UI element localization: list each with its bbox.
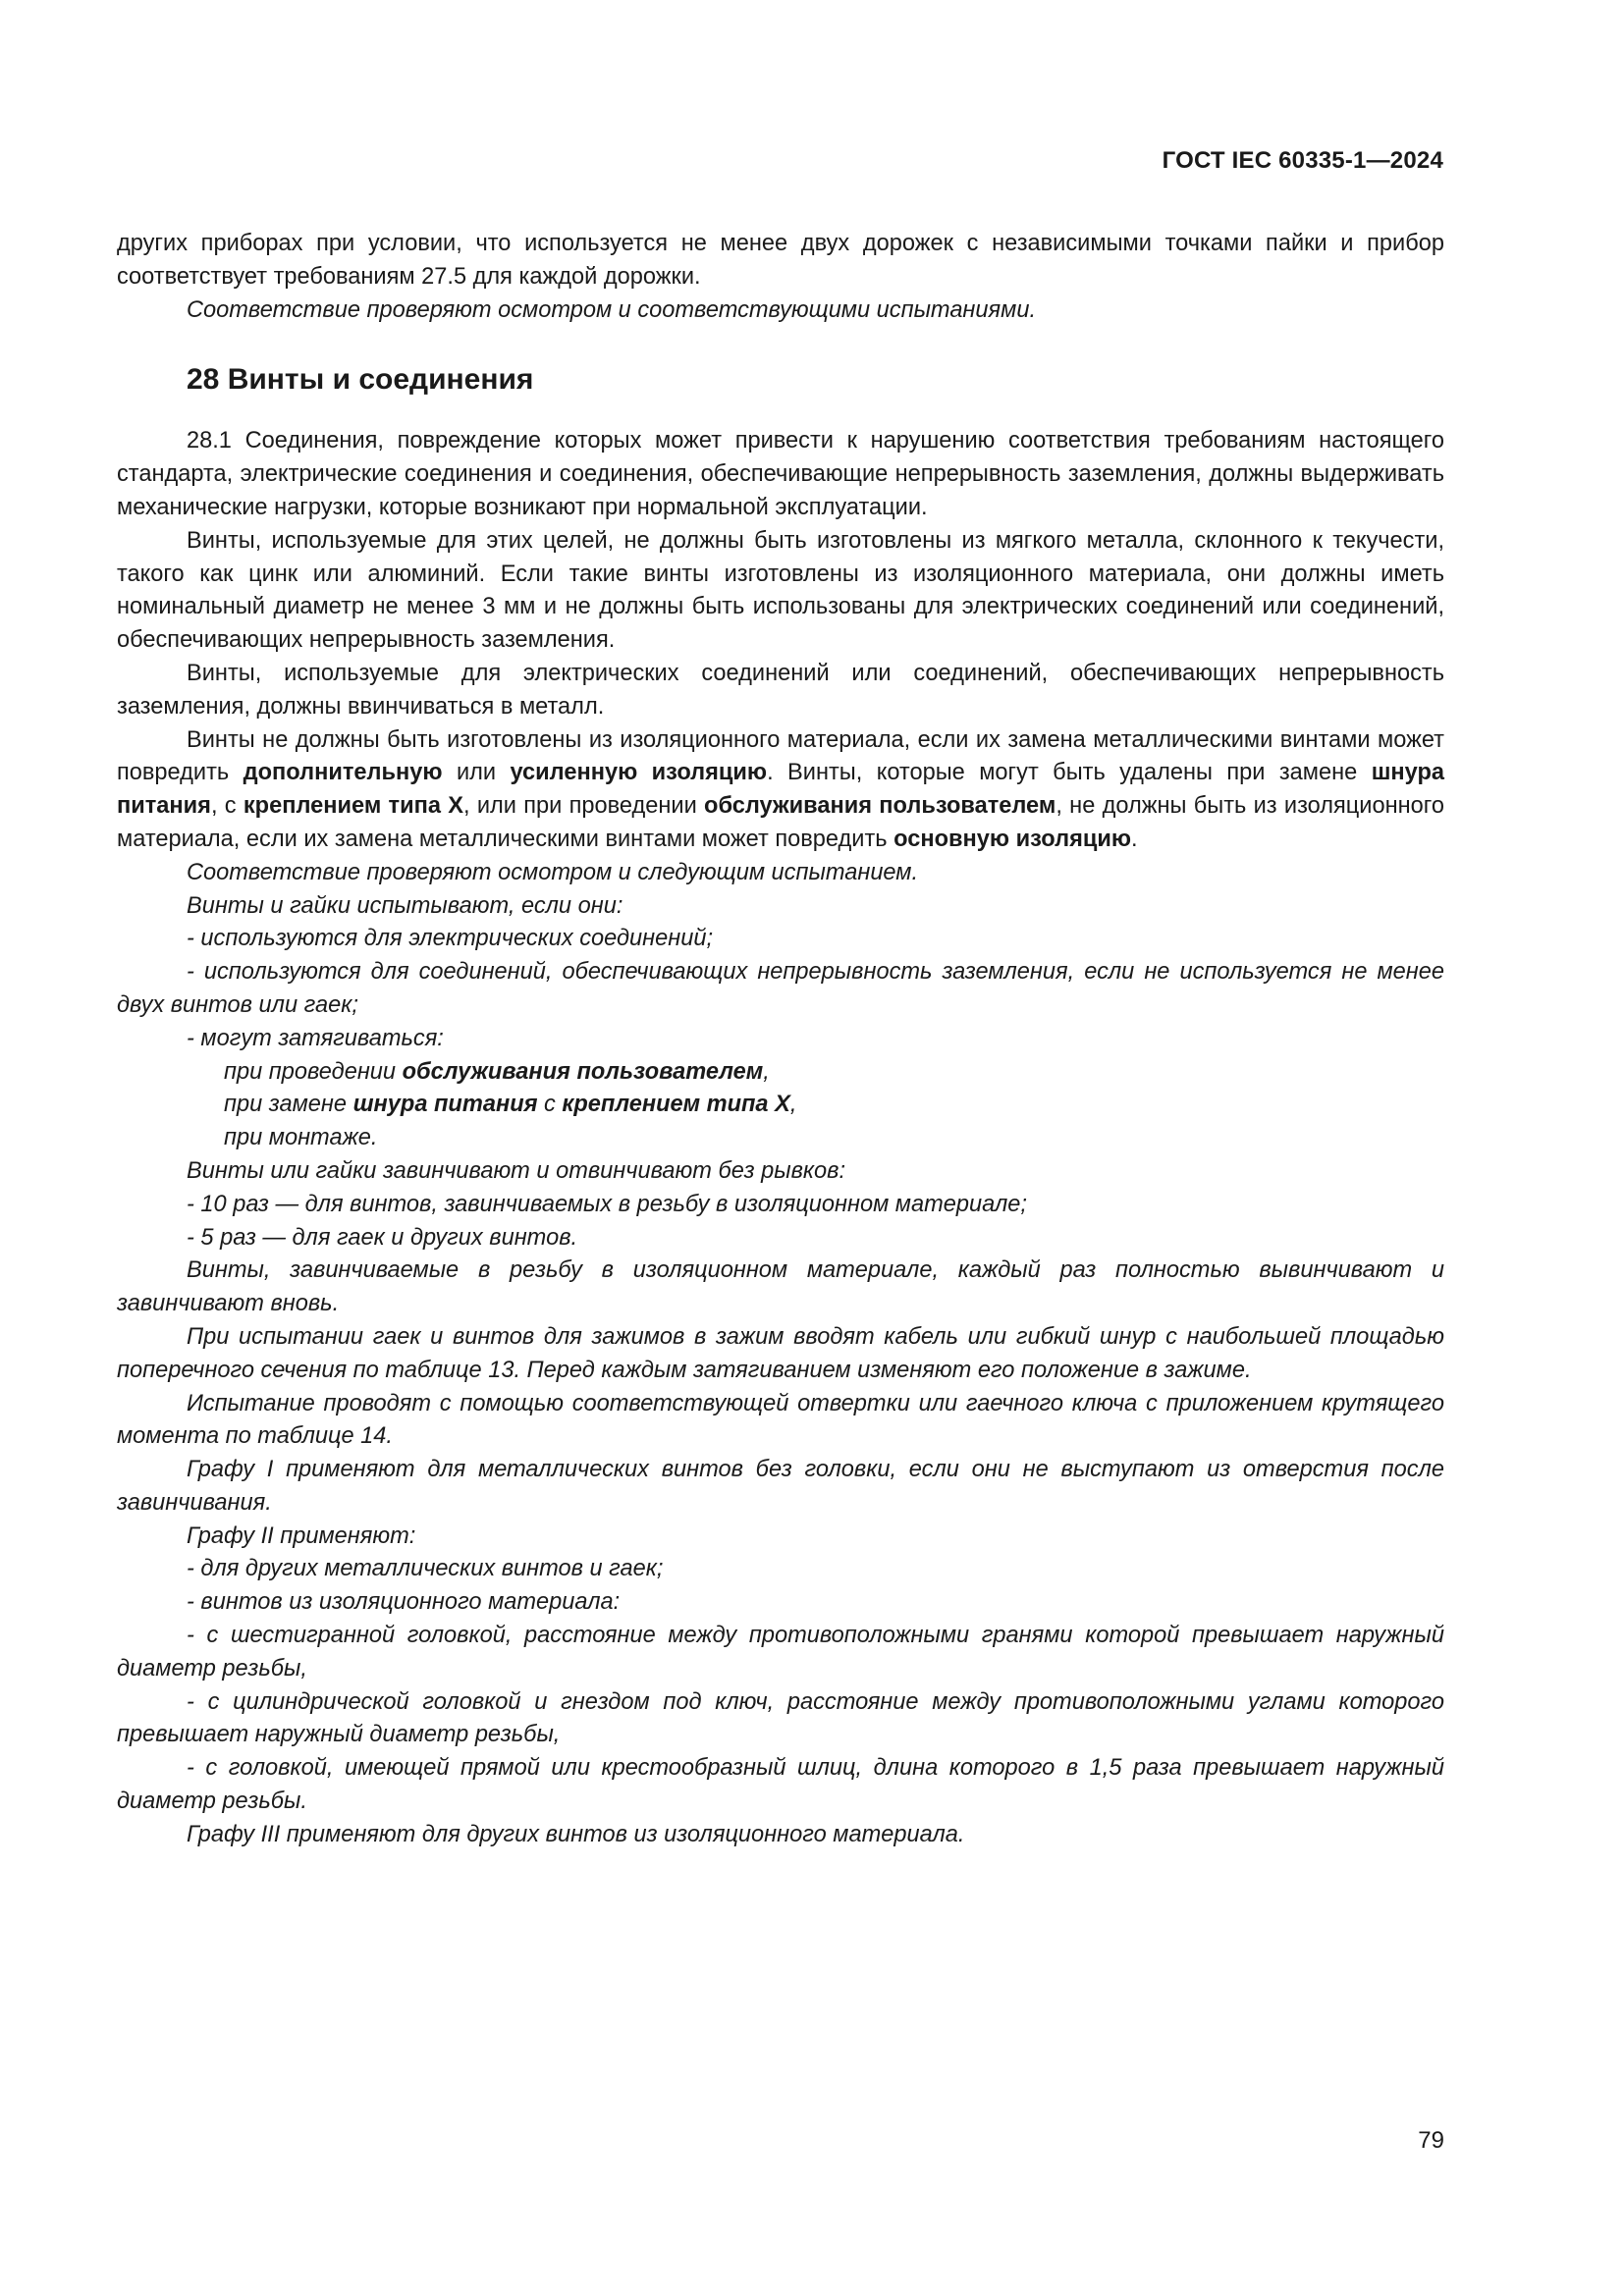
page-number: 79 [1418, 2127, 1444, 2154]
compliance-note: Винты, завинчиваемые в резьбу в изоляционном материале, каждый раз полностью вывинчивают и завинчивают вновь. [117, 1257, 1444, 1317]
text-run: при проведении [224, 1058, 403, 1085]
text-run: . Винты, которые могут быть удалены при замене [767, 760, 1372, 786]
defined-term: шнура питания [352, 1092, 538, 1118]
defined-term: основную изоляцию [893, 826, 1131, 852]
text-run: . [1131, 826, 1138, 852]
list-item: - с головкой, имеющей прямой или крестообразный шлиц, длина которого в 1,5 раза превышает наружный диаметр резьбы. [117, 1755, 1444, 1815]
list-item: - для других металлических винтов и гаек; [187, 1556, 664, 1582]
defined-term: обслуживания пользователем [402, 1058, 764, 1085]
list-item: - с шестигранной головкой, расстояние между противоположными гранями которой превышает наружный диаметр резьбы, [117, 1623, 1444, 1682]
list-item: - с цилиндрической головкой и гнездом под ключ, расстояние между противоположными углами которого превышает наружный диаметр резьбы, [117, 1688, 1444, 1748]
paragraph: Винты, используемые для электрических соединений или соединений, обеспечивающих непрерывность заземления, должны ввинчиваться в металл. [117, 660, 1444, 720]
sub-list-item [224, 1089, 1444, 1122]
paragraph: 28.1 Соединения, повреждение которых может привести к нарушению соответствия требованиям настоящего стандарта, электрические соединения и соединения, обеспечивающие непрерывность заземления, должны выдерживать механические нагрузки, которые возникают при нормальной эксплуатации. [117, 428, 1444, 520]
text-run: Винты не должны быть изготовлены из изоляционного материала, если их замена металлическими винтами может повредить [117, 726, 1444, 786]
compliance-note: Испытание проводят с помощью соответствующей отвертки или гаечного ключа с приложением крутящего момента по таблице 14. [117, 1390, 1444, 1450]
compliance-note: При испытании гаек и винтов для зажимов в зажим вводят кабель или гибкий шнур с наибольшей площадью поперечного сечения по таблице 13. Перед каждым затягиванием изменяют его положение в зажиме. [117, 1323, 1444, 1383]
section-heading: 28 Винты и соединения [187, 363, 534, 397]
list-item: - винтов из изоляционного материала: [187, 1589, 621, 1616]
document-header: ГОСТ IEC 60335-1—2024 [1162, 147, 1443, 174]
defined-term: креплением типа X [243, 793, 464, 820]
compliance-note: Графу III применяют для других винтов из изоляционного материала. [187, 1821, 965, 1847]
sub-list-item: при монтаже. [224, 1125, 378, 1151]
compliance-note: Графу II применяют: [187, 1522, 416, 1549]
list-item: - 5 раз — для гаек и других винтов. [187, 1224, 578, 1251]
list-item: - используются для соединений, обеспечивающих непрерывность заземления, если не используется не менее двух винтов или гаек; [117, 959, 1444, 1018]
compliance-note: Винты или гайки завинчивают и отвинчивают без рывков: [187, 1157, 846, 1184]
defined-term: усиленную изоляцию [510, 760, 768, 786]
defined-term: дополнительную [243, 760, 443, 786]
paragraph [117, 724, 1444, 857]
paragraph: других приборах при условии, что используется не менее двух дорожек с независимыми точками пайки и прибор соответствует требованиям 27.5 для каждой дорожки. [117, 231, 1444, 290]
paragraph: Винты, используемые для этих целей, не должны быть изготовлены из мягкого металла, склонного к текучести, такого как цинк или алюминий. Если такие винты изготовлены из изоляционного материала, они должны иметь номинальный диаметр не менее 3 мм и не должны быть использованы для электрических соединений или соединений, обеспечивающих непрерывность заземления. [117, 527, 1444, 654]
compliance-note: Соответствие проверяют осмотром и следующим испытанием. [187, 859, 919, 885]
text-run: при замене [224, 1092, 353, 1118]
list-item: - 10 раз — для винтов, завинчиваемых в резьбу в изоляционном материале; [187, 1191, 1027, 1217]
defined-term: шнура питания [117, 760, 1444, 820]
list-item: - могут затягиваться: [187, 1025, 444, 1051]
text-run: или [442, 760, 511, 786]
compliance-note: Винты и гайки испытывают, если они: [187, 892, 623, 919]
text-run: , или при проведении [463, 793, 705, 820]
defined-term: обслуживания пользователем [704, 793, 1056, 820]
page-content [117, 228, 1444, 1852]
text-run: с [537, 1092, 563, 1118]
sub-list-item [224, 1056, 1444, 1090]
text-run: , не должны быть из изоляционного материала, если их замена металлическими винтами может повредить [117, 793, 1444, 852]
compliance-note: Графу I применяют для металлических винтов без головки, если они не выступают из отверстия после завинчивания. [117, 1457, 1444, 1516]
text-run: , [789, 1092, 797, 1118]
compliance-note: Соответствие проверяют осмотром и соответствующими испытаниями. [187, 296, 1036, 323]
text-run: , [763, 1058, 770, 1085]
defined-term: креплением типа X [562, 1092, 790, 1118]
text-run: , с [210, 793, 244, 820]
list-item: - используются для электрических соединений; [187, 926, 714, 952]
